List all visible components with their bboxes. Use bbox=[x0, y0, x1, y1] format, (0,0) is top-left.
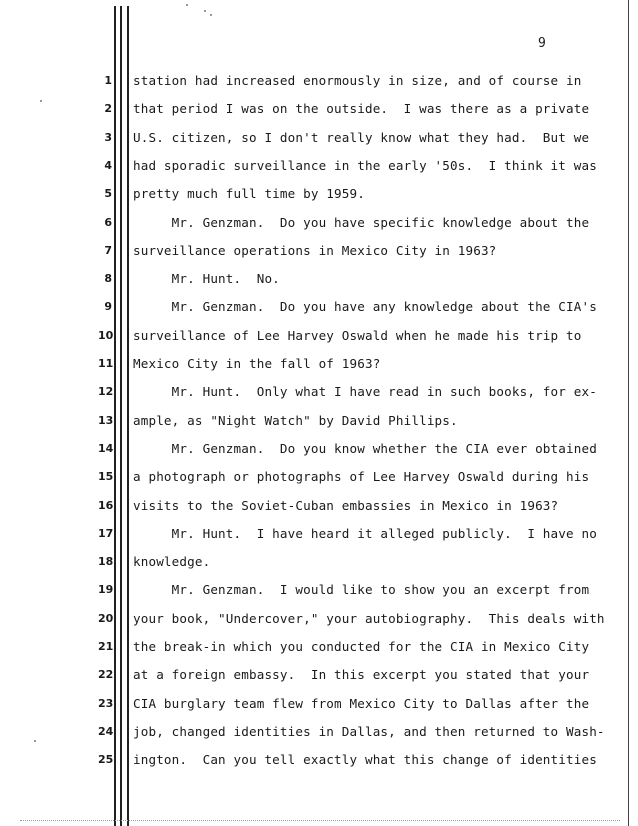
line-number: 6 bbox=[104, 216, 112, 229]
transcript-line: job, changed identities in Dallas, and then returned to Wash- bbox=[133, 724, 605, 739]
transcript-line: Mr. Genzman. Do you have any knowledge about the CIA's bbox=[133, 299, 597, 314]
scan-speck bbox=[210, 14, 212, 16]
line-number: 16 bbox=[98, 499, 114, 512]
line-number: 25 bbox=[98, 753, 114, 766]
transcript-line: ample, as "Night Watch" by David Phillips. bbox=[133, 413, 458, 428]
line-number: 21 bbox=[98, 640, 114, 653]
transcript-line: CIA burglary team flew from Mexico City to Dallas after the bbox=[133, 696, 590, 711]
transcript-line: surveillance of Lee Harvey Oswald when he made his trip to bbox=[133, 328, 582, 343]
margin-rule-middle bbox=[120, 6, 122, 826]
line-number: 10 bbox=[98, 329, 114, 342]
transcript-line: that period I was on the outside. I was there as a private bbox=[133, 101, 590, 116]
scan-speck bbox=[40, 100, 42, 102]
line-number: 20 bbox=[98, 612, 114, 625]
line-number: 19 bbox=[98, 583, 114, 596]
right-margin-rule bbox=[628, 0, 629, 826]
line-number: 14 bbox=[98, 442, 114, 455]
line-number: 2 bbox=[104, 102, 112, 115]
scan-speck bbox=[204, 10, 206, 12]
transcript-line: Mr. Genzman. I would like to show you an excerpt from bbox=[133, 582, 590, 597]
transcript-line: the break-in which you conducted for the CIA in Mexico City bbox=[133, 639, 590, 654]
line-number: 23 bbox=[98, 697, 114, 710]
line-number: 18 bbox=[98, 555, 114, 568]
line-number: 4 bbox=[104, 159, 112, 172]
line-number: 13 bbox=[98, 414, 114, 427]
margin-rule-outer bbox=[114, 6, 116, 826]
bottom-scan-edge bbox=[20, 820, 620, 823]
transcript-line: pretty much full time by 1959. bbox=[133, 186, 365, 201]
line-number: 11 bbox=[98, 357, 114, 370]
transcript-line: surveillance operations in Mexico City in 1963? bbox=[133, 243, 497, 258]
transcript-line: station had increased enormously in size, and of course in bbox=[133, 73, 582, 88]
line-number: 22 bbox=[98, 668, 114, 681]
transcript-line: Mr. Hunt. No. bbox=[133, 271, 280, 286]
line-number: 17 bbox=[98, 527, 114, 540]
transcript-line: Mr. Hunt. Only what I have read in such books, for ex- bbox=[133, 384, 597, 399]
line-number: 15 bbox=[98, 470, 114, 483]
transcript-line: ington. Can you tell exactly what this change of identities bbox=[133, 752, 597, 767]
transcript-line: a photograph or photographs of Lee Harvey Oswald during his bbox=[133, 469, 590, 484]
transcript-line: your book, "Undercover," your autobiography. This deals with bbox=[133, 611, 605, 626]
transcript-line: knowledge. bbox=[133, 554, 211, 569]
transcript-line: at a foreign embassy. In this excerpt you stated that your bbox=[133, 667, 590, 682]
transcript-line: had sporadic surveillance in the early '50s. I think it was bbox=[133, 158, 597, 173]
line-number: 5 bbox=[104, 187, 112, 200]
line-number: 8 bbox=[104, 272, 112, 285]
transcript-line: visits to the Soviet-Cuban embassies in Mexico in 1963? bbox=[133, 498, 559, 513]
page-number: 9 bbox=[538, 36, 546, 51]
scan-speck bbox=[186, 4, 188, 6]
line-number: 9 bbox=[104, 300, 112, 313]
line-number: 24 bbox=[98, 725, 114, 738]
transcript-line: Mr. Genzman. Do you know whether the CIA ever obtained bbox=[133, 441, 597, 456]
line-number: 12 bbox=[98, 385, 114, 398]
line-number: 1 bbox=[104, 74, 112, 87]
transcript-line: Mr. Genzman. Do you have specific knowledge about the bbox=[133, 215, 590, 230]
line-number: 3 bbox=[104, 131, 112, 144]
line-number: 7 bbox=[104, 244, 112, 257]
scan-speck bbox=[34, 740, 36, 742]
transcript-line: Mr. Hunt. I have heard it alleged publicly. I have no bbox=[133, 526, 597, 541]
margin-rule-inner bbox=[127, 6, 129, 826]
transcript-line: Mexico City in the fall of 1963? bbox=[133, 356, 381, 371]
transcript-line: U.S. citizen, so I don't really know what they had. But we bbox=[133, 130, 590, 145]
